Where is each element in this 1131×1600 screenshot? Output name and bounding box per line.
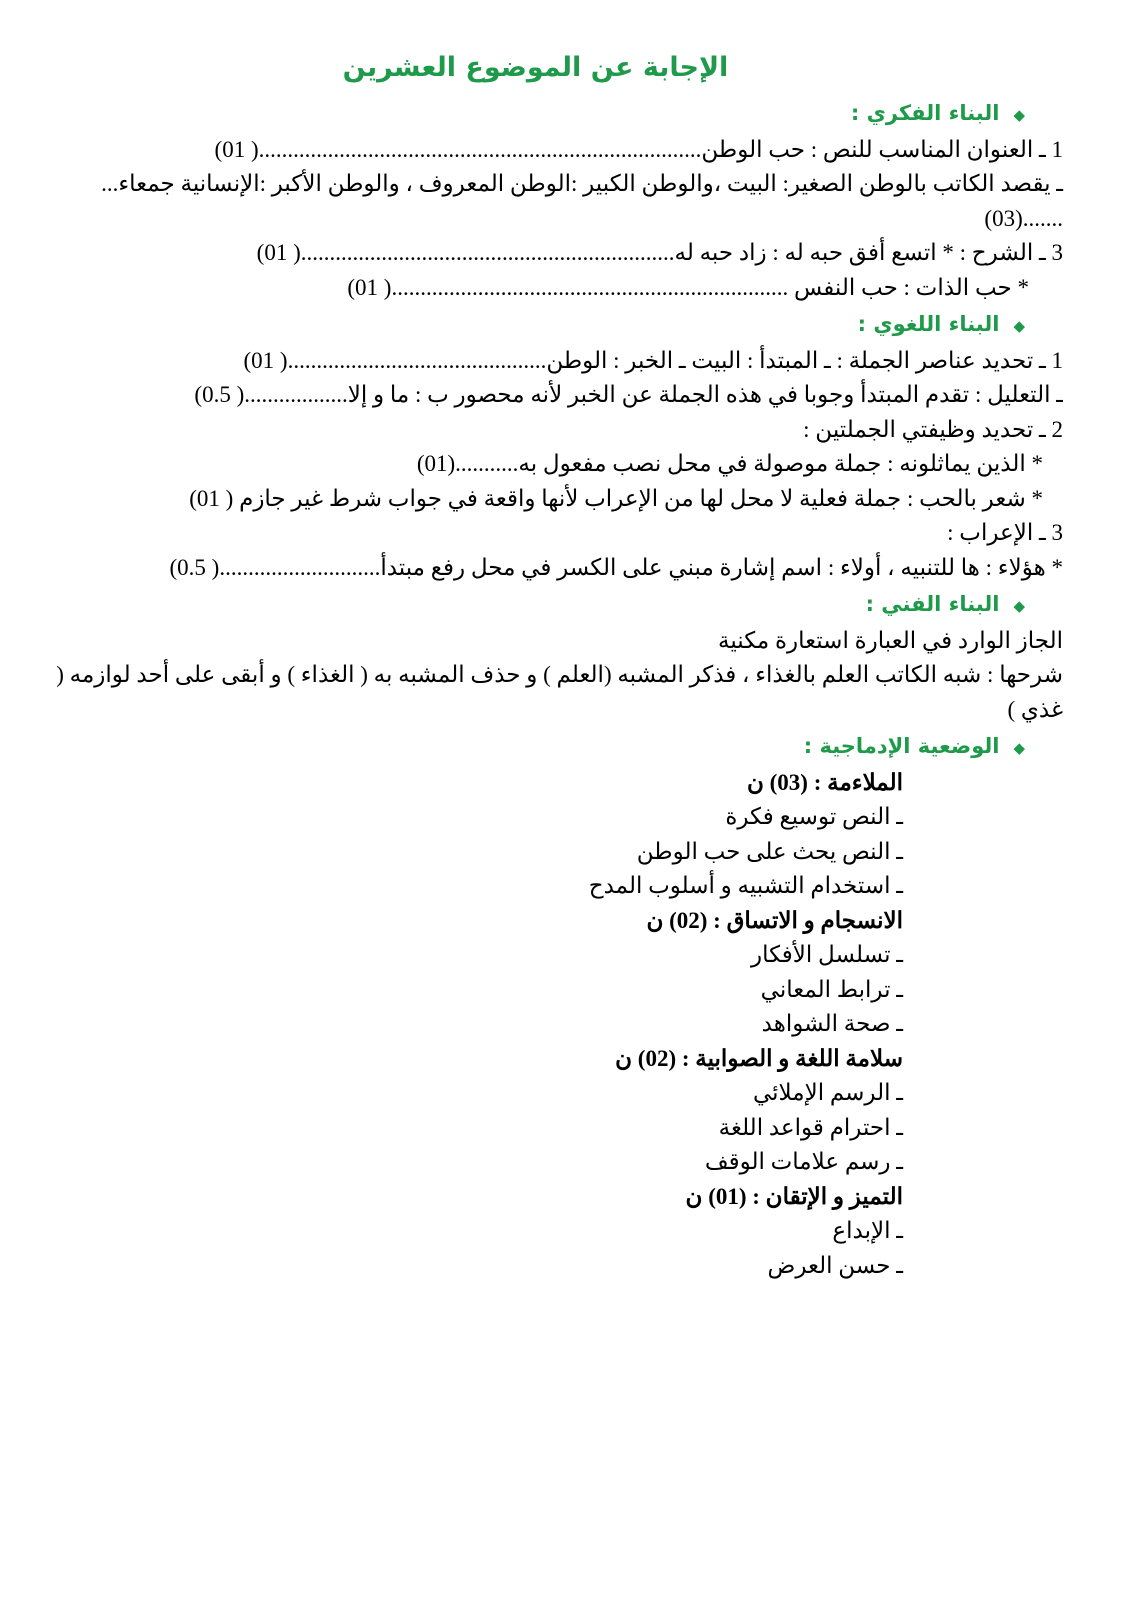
criterion-mulaama: الملاءمة : (03) ن	[746, 769, 903, 795]
diamond-icon: ◆	[1013, 739, 1025, 757]
lughawi-line-6: 3 ـ الإعراب :	[947, 520, 1063, 545]
answer-content	[56, 94, 1063, 1283]
fikri-line-3: 3 ـ الشرح : * اتسع أفق حبه له : زاد حبه له.................................................................( 01)	[256, 240, 1063, 265]
diamond-icon: ◆	[1013, 106, 1025, 124]
page-title: الإجابة عن الموضوع العشرين	[342, 52, 729, 83]
lughawi-line-2: ـ التعليل : تقدم المبتدأ وجوبا في هذه الجملة عن الخبر لأنه محصور ب : ما و إلا..................( 0.5)	[194, 382, 1063, 407]
section-heading-lughawi: ◆البناء اللغوي :	[857, 312, 1025, 336]
fikri-line-4: * حب الذات : حب النفس .....................................................................( 01)	[347, 274, 1029, 300]
criterion-item: ـ احترام قواعد اللغة	[718, 1114, 903, 1140]
criterion-salama: سلامة اللغة و الصوابية : (02) ن	[615, 1045, 903, 1071]
criterion-item: ـ النص توسيع فكرة	[725, 804, 903, 829]
criterion-item: ـ رسم علامات الوقف	[704, 1149, 903, 1174]
criterion-item: ـ ترابط المعاني	[760, 976, 903, 1002]
criterion-insijam: الانسجام و الاتساق : (02) ن	[646, 907, 903, 933]
lughawi-line-3: 2 ـ تحديد وظيفتي الجملتين :	[803, 416, 1063, 442]
criterion-item: ـ النص يحث على حب الوطن	[636, 838, 903, 864]
fikri-line-2: ـ يقصد الكاتب بالوطن الصغير: البيت ،والوطن الكبير :الوطن المعروف ، والوطن الأكبر :الإنسانية جمعاء... .......(03)	[101, 171, 1063, 231]
criterion-item: ـ الرسم الإملائي	[752, 1080, 903, 1105]
fanni-line-1: الجاز الوارد في العبارة استعارة مكنية	[718, 627, 1063, 653]
section-heading-fanni: ◆البناء الفني :	[865, 592, 1025, 616]
fikri-line-1: 1 ـ العنوان المناسب للنص : حب الوطن.............................................................................( 01)	[214, 136, 1063, 162]
lughawi-line-1: 1 ـ تحديد عناصر الجملة : ـ المبتدأ : البيت ـ الخبر : الوطن.............................................( 01)	[243, 347, 1063, 373]
criterion-item: ـ الإبداع	[832, 1218, 903, 1243]
criterion-item: ـ استخدام التشبيه و أسلوب المدح	[588, 873, 903, 898]
diamond-icon: ◆	[1013, 597, 1025, 615]
lughawi-line-7: * هؤلاء : ها للتنبيه ، أولاء : اسم إشارة مبني على الكسر في محل رفع مبتدأ............................( 0.5)	[169, 554, 1063, 580]
criterion-item: ـ حسن العرض	[767, 1252, 903, 1278]
lughawi-line-5: * شعر بالحب : جملة فعلية لا محل لها من الإعراب لأنها واقعة في جواب شرط غير جازم ( 01)	[189, 485, 1043, 511]
lughawi-line-4: * الذين يماثلونه : جملة موصولة في محل نصب مفعول به...........(01)	[416, 451, 1043, 476]
diamond-icon: ◆	[1013, 317, 1025, 335]
criterion-tamayuz: التميز و الإتقان : (01) ن	[685, 1183, 903, 1209]
criterion-item: ـ تسلسل الأفكار	[750, 942, 903, 967]
section-heading-fikri: ◆البناء الفكري :	[850, 101, 1025, 125]
criterion-item: ـ صحة الشواهد	[761, 1011, 903, 1036]
section-heading-idmaj: ◆الوضعية الإدماجية :	[803, 734, 1025, 758]
fanni-line-2: شرحها : شبه الكاتب العلم بالغذاء ، فذكر المشبه (العلم ) و حذف المشبه به ( الغذاء ) و أبقى على أحد لوازمه ( غذي )	[56, 662, 1063, 722]
